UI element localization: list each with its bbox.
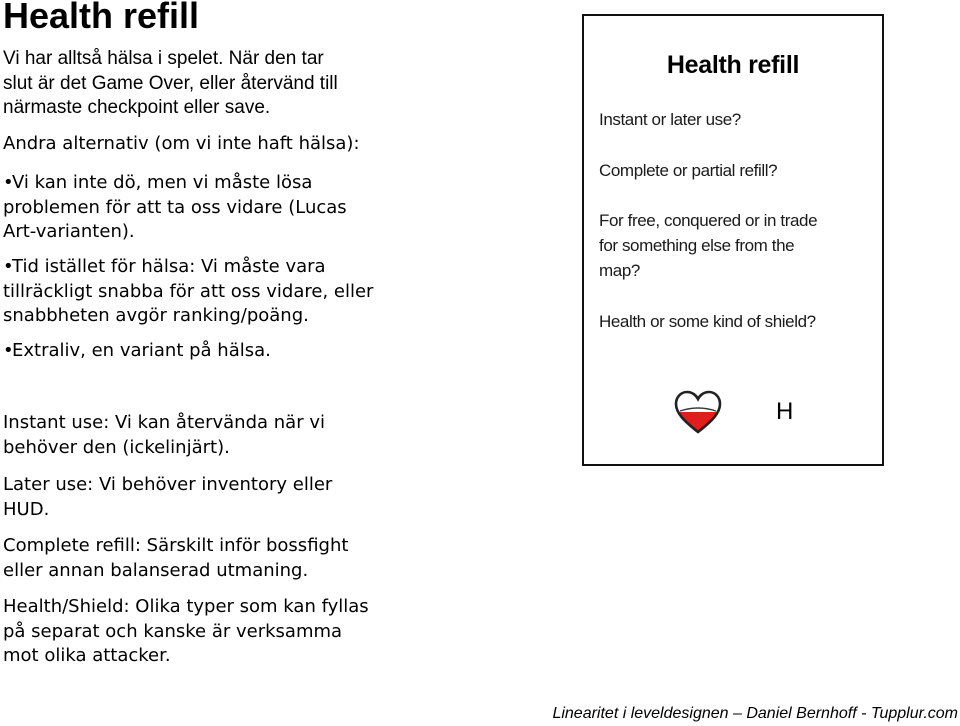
slide-title: Health refill [3, 0, 200, 36]
card-title: Health refill [666, 51, 800, 79]
bullet-item: •Extraliv, en variant på hälsa. [3, 339, 443, 364]
card-question: Complete or partial refill? [599, 161, 778, 180]
alternatives-heading: Andra alternativ (om vi inte haft hälsa): [3, 133, 360, 154]
heart-half-filled-icon [674, 390, 722, 434]
bullet-icon: • [3, 340, 14, 361]
health-refill-card [582, 14, 884, 466]
complete-refill-paragraph: Complete refill: Särskilt inför bossfight eller annan balanserad utmaning. [3, 535, 349, 581]
health-shield-paragraph: Health/Shield: Olika typer som kan fyllas på separat och kanske är verksamma mot olika attacker. [3, 596, 369, 666]
bullet-item: •Vi kan inte dö, men vi måste lösa problemen för att ta oss vidare (Lucas Art-varianten). [3, 172, 347, 242]
card-letter: H [776, 398, 794, 425]
card-question: For free, conquered or in trade for something else from the map? [599, 211, 818, 280]
card-question: Instant or later use? [599, 110, 741, 129]
intro-paragraph: Vi har alltså hälsa i spelet. När den tar slut är det Game Over, eller återvänd till närmaste checkpoint eller save. [3, 48, 338, 118]
bullet-icon: • [3, 256, 14, 277]
footer-credit: Linearitet i leveldesignen – Daniel Bernhoff - Tupplur.com [552, 705, 958, 722]
later-use-paragraph: Later use: Vi behöver inventory eller HUD. [3, 474, 333, 520]
bullet-icon: • [3, 172, 14, 193]
card-question: Health or some kind of shield? [599, 312, 816, 331]
bullet-item: •Tid istället för hälsa: Vi måste vara tillräckligt snabba för att oss vidare, eller snabbheten avgör ranking/poäng. [3, 256, 374, 326]
instant-use-paragraph: Instant use: Vi kan återvända när vi behöver den (ickelinjärt). [3, 412, 325, 458]
